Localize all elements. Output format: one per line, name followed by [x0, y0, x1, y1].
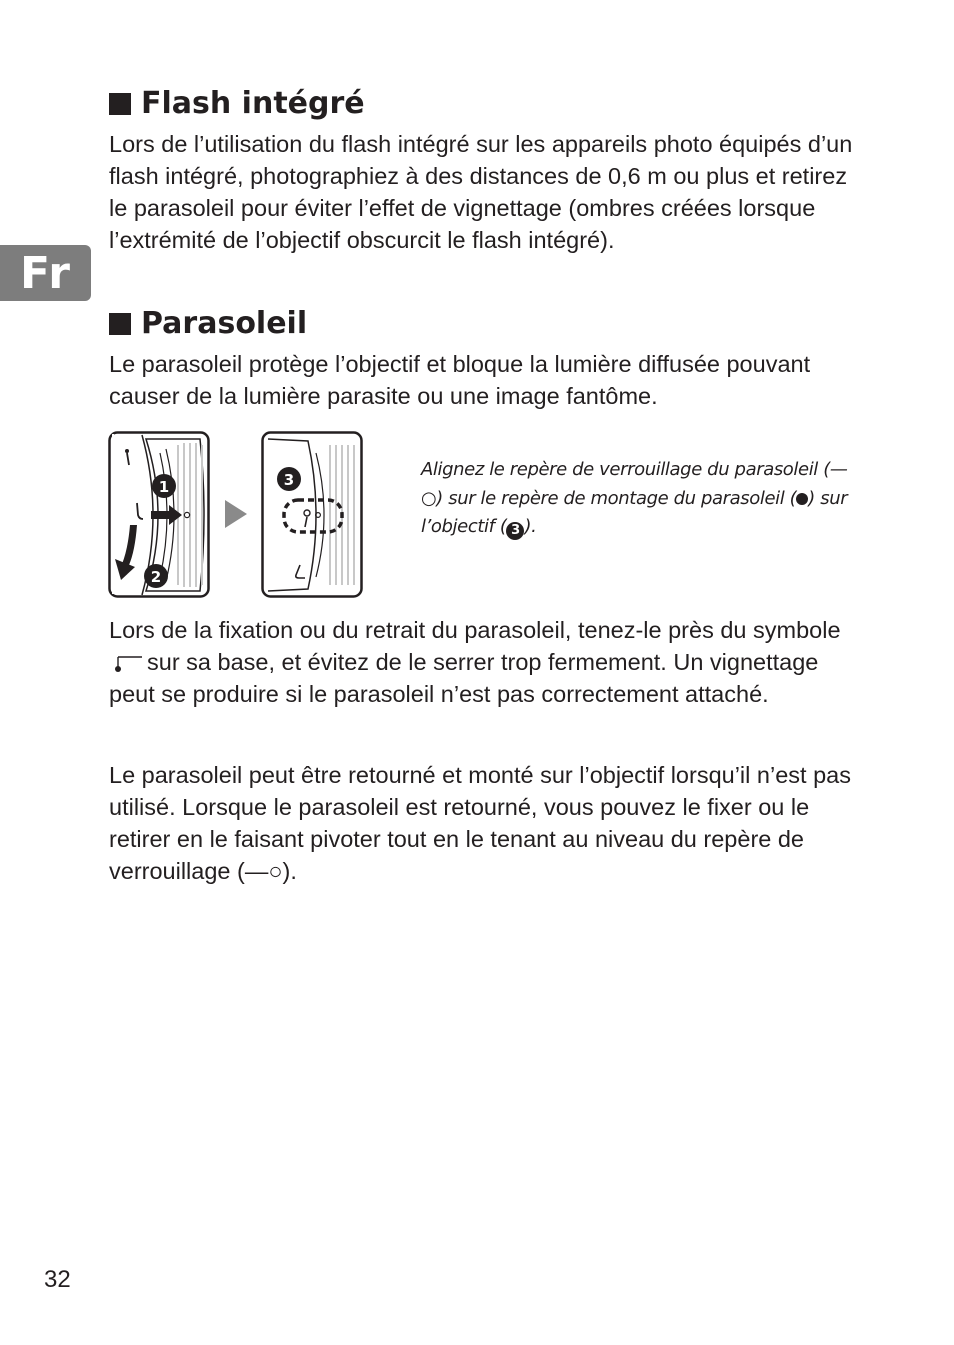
figure-caption [421, 456, 851, 542]
language-tab: Fr [0, 245, 91, 301]
section-title-parasoleil [109, 306, 307, 341]
lens-hood-diagram [108, 431, 364, 600]
square-bullet-icon [109, 313, 131, 335]
caption-text-1: Alignez le repère de verrouillage du parasoleil (—○) sur le repère de montage du parasoleil ( [421, 459, 848, 509]
parasoleil-title-text: Parasoleil [141, 306, 308, 341]
page-number: 32 [44, 1266, 71, 1293]
filled-dot-icon [796, 493, 808, 505]
caption-text-2: ) sur l’objectif ( [421, 487, 848, 537]
step-2-label: 2 [150, 568, 162, 586]
flash-title-text: Flash intégré [141, 86, 365, 121]
lens-hood-illustration [108, 431, 364, 600]
parasoleil-intro-paragraph: Le parasoleil protège l’objectif et bloque la lumière diffusée pouvant causer de la lumière parasite ou une image fantôme. [109, 351, 811, 409]
next-arrow-icon [225, 500, 247, 528]
fixation-paragraph [109, 614, 854, 710]
caption-text-3: ). [524, 516, 537, 537]
fixation-text-after: sur sa base, et évitez de le serrer trop fermement. Un vignettage peut se produire si le parasoleil n’est pas correctement attaché. [109, 649, 819, 707]
square-bullet-icon [109, 93, 131, 115]
step-3-label: 3 [283, 471, 295, 489]
fixation-text-before: Lors de la fixation ou du retrait du parasoleil, tenez-le près du symbole [109, 617, 841, 643]
flash-paragraph: Lors de l’utilisation du flash intégré sur les appareils photo équipés d’un flash intégré, photographiez à des distances de 0,6 m ou plus et retirez le parasoleil pour éviter l’effet de vignettage (ombres créées lorsque l’extrémité de l’objectif obscurcit le flash intégré). [109, 131, 853, 253]
lens-barrel-right [310, 445, 358, 585]
step-1-label: 1 [158, 478, 170, 496]
step-3-inline-badge: 3 [506, 522, 524, 540]
hood-base-symbol-icon [113, 653, 143, 673]
section-title-flash [109, 86, 365, 121]
reversed-hood-paragraph: Le parasoleil peut être retourné et monté sur l’objectif lorsqu’il n’est pas utilisé. Lorsque le parasoleil est retourné, vous pouvez le fixer ou le retirer en le faisant pivoter tout en le tenant au niveau du repère de verrouillage (—○). [109, 762, 851, 884]
